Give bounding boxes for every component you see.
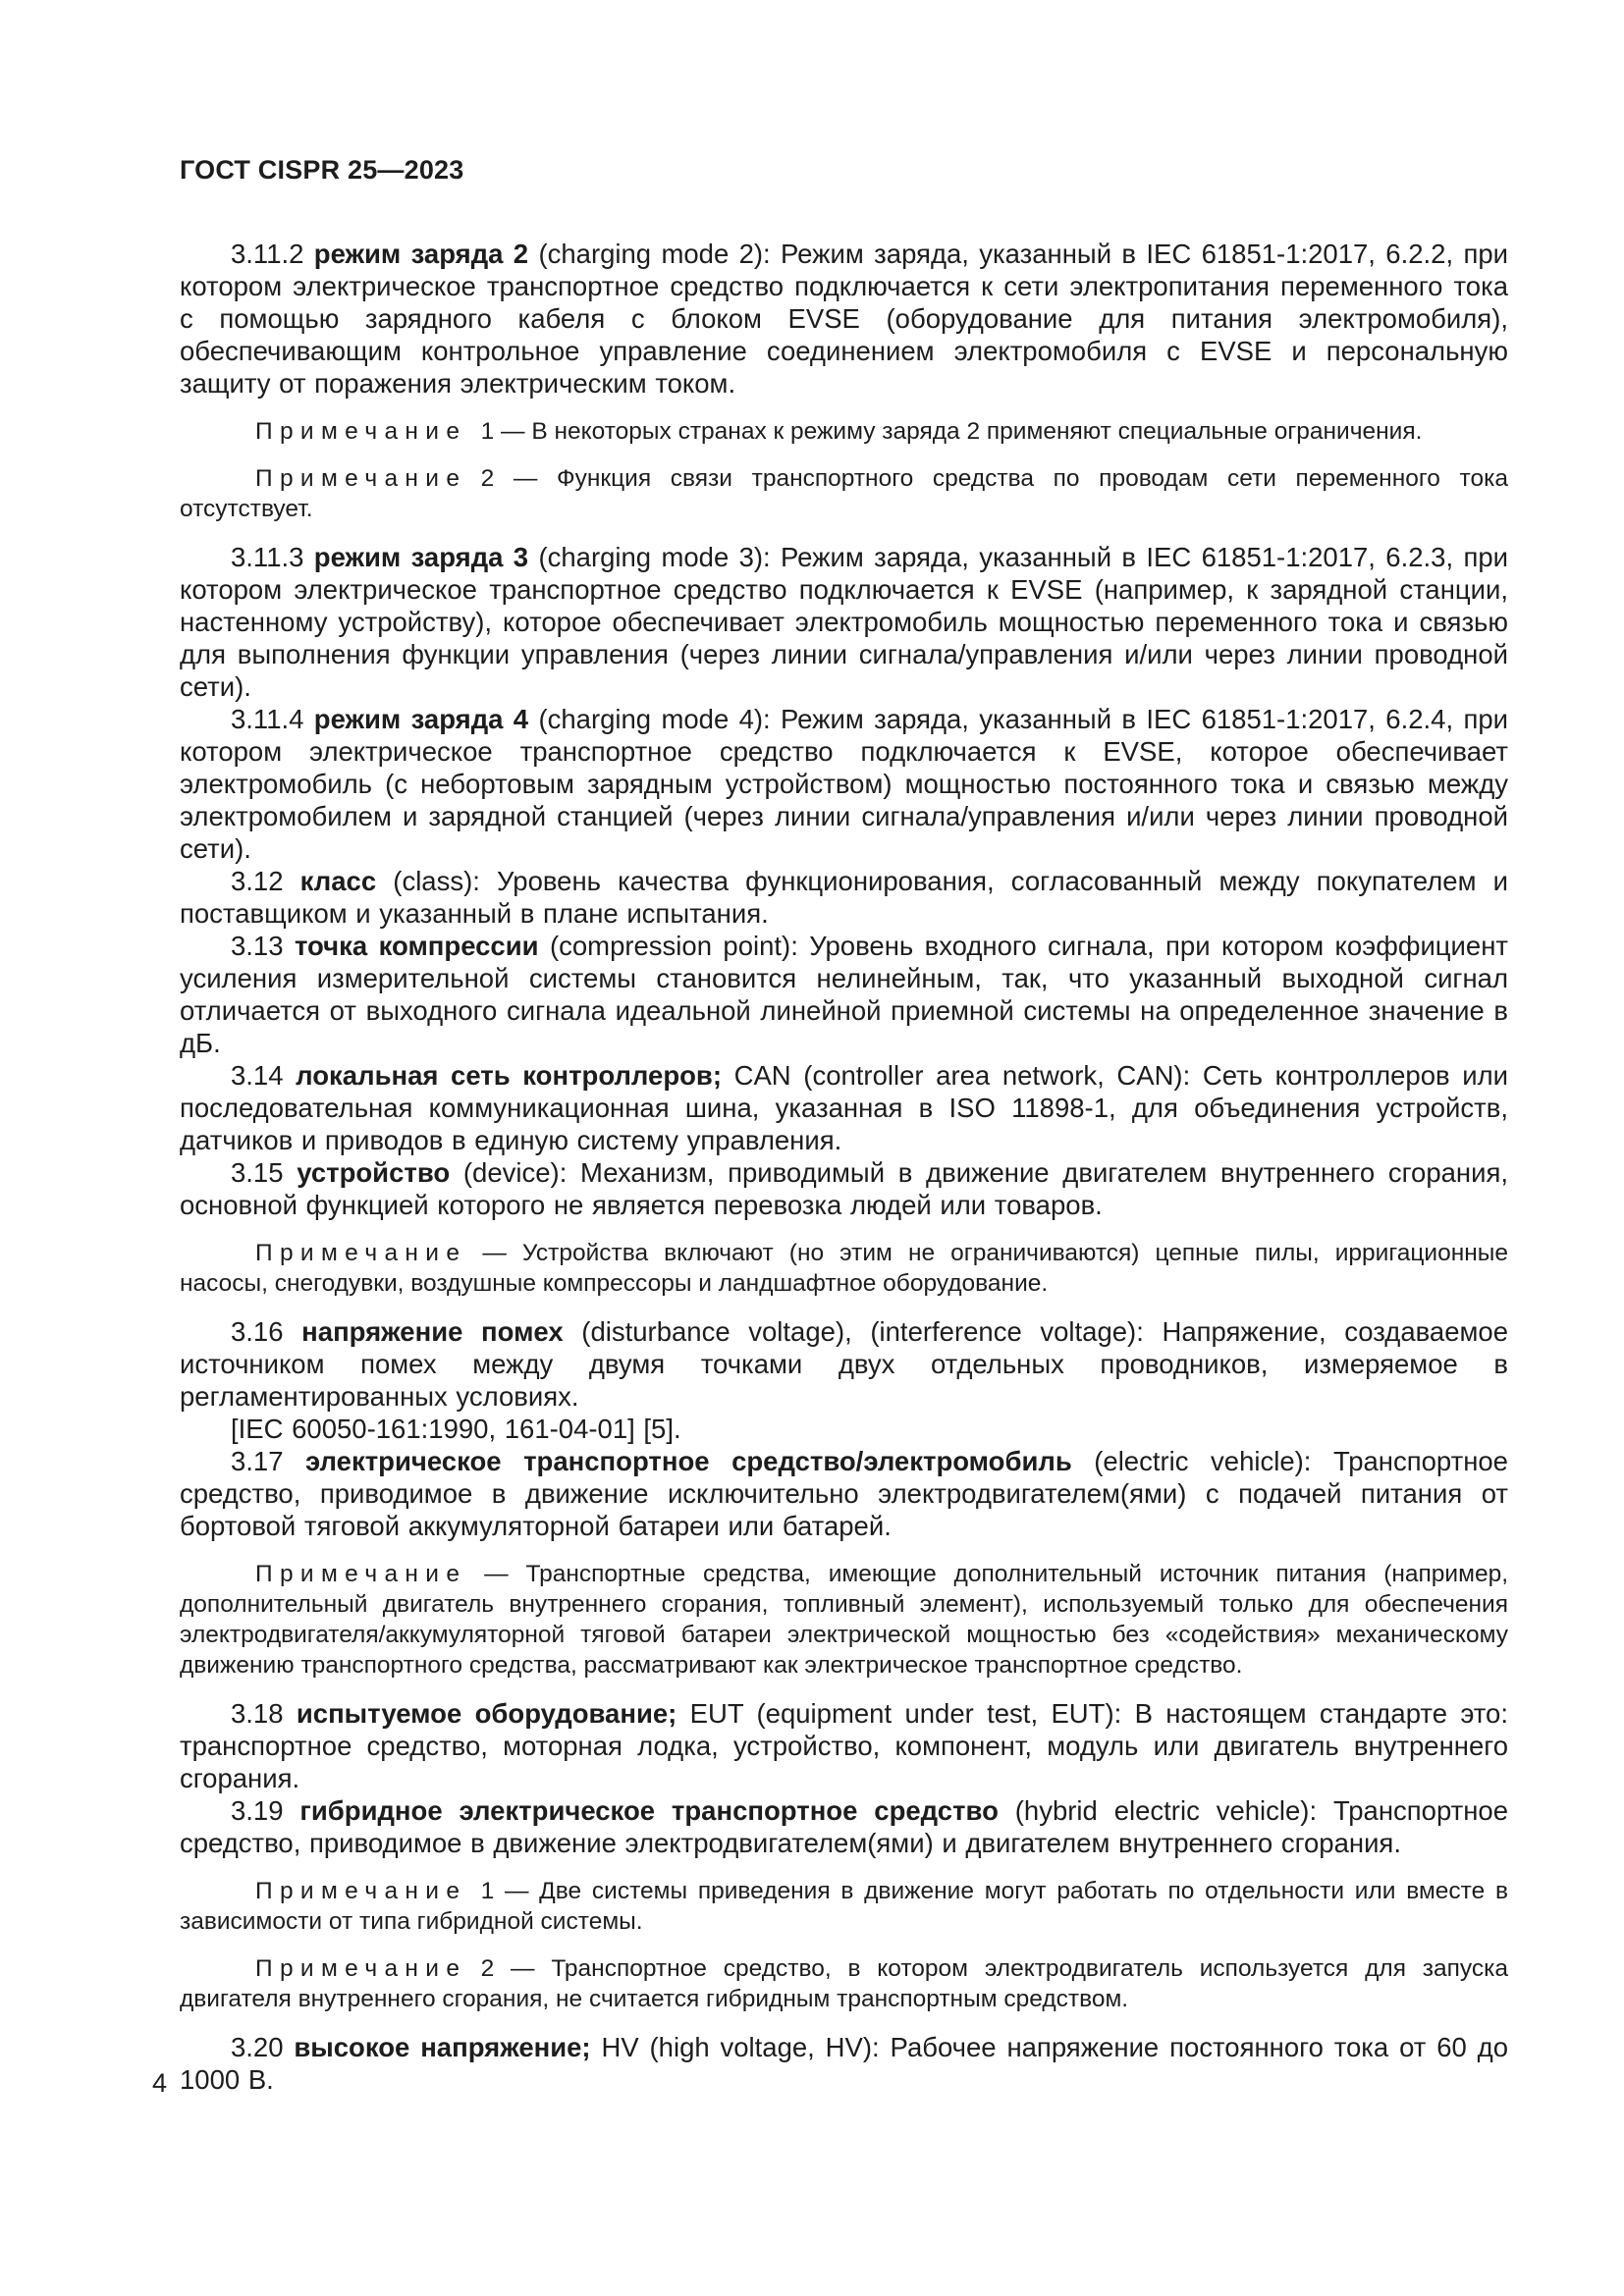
- text-segment: режим заряда 4: [313, 704, 539, 734]
- note-paragraph: [180, 1559, 1508, 1681]
- text-segment: (hybrid electric vehicle): Транспортное средство, приводимое в движение электродвигателем(ями) и двигателем внутреннего сгорания.: [180, 1795, 1509, 1858]
- page-body: [180, 238, 1508, 2096]
- note-text: — Функция связи транспортного средства по проводам сети переменного тока отсутствует.: [180, 465, 1508, 522]
- body-paragraph: [180, 1445, 1508, 1542]
- text-segment: (charging mode 4): Режим заряда, указанный в IEC 61851-1:2017, 6.2.4, при котором электрическое транспортное средство подключается к EVSE, которое обеспечивает электромобиль (с небортовым зарядным устройством) мощностью постоянного тока и связью между электромобилем и зарядной станцией (через линии сигнала/управления и/или через линии проводной сети).: [180, 704, 1509, 864]
- text-segment: (device): Механизм, приводимый в движение двигателем внутреннего сгорания, основной функцией которого не является перевозка людей или товаров.: [180, 1157, 1508, 1220]
- note-text: — Две системы приведения в движение могут работать по отдельности или вместе в зависимости от типа гибридной системы.: [180, 1878, 1508, 1935]
- note-number: 1: [468, 418, 495, 445]
- note-label: Примечание: [255, 1561, 467, 1587]
- document-header-title: ГОСТ CISPR 25—2023: [180, 155, 464, 185]
- text-segment: 3.16: [231, 1316, 302, 1347]
- text-segment: режим заряда 2: [313, 239, 539, 269]
- body-paragraph: [180, 1059, 1508, 1156]
- note-label: Примечание: [255, 465, 467, 492]
- note-label: Примечание: [255, 1878, 467, 1904]
- body-paragraph: [180, 238, 1508, 400]
- text-segment: 3.12: [231, 866, 300, 896]
- text-segment: 3.11.3: [231, 542, 314, 572]
- text-segment: 3.20: [231, 2032, 295, 2062]
- note-paragraph: [180, 1876, 1508, 1937]
- body-paragraph: [180, 541, 1508, 703]
- note-paragraph: [180, 463, 1508, 524]
- text-segment: CAN (controller area network, CAN): Сеть контроллеров или последовательная коммуникационная шина, указанная в ISO 11898-1, для объединения устройств, датчиков и приводов в единую систему управления.: [180, 1060, 1508, 1155]
- page-content: [180, 154, 1508, 2096]
- text-segment: 3.19: [231, 1795, 300, 1826]
- note-paragraph: [180, 1953, 1508, 2014]
- text-segment: гибридное электрическое транспортное средство: [299, 1795, 1015, 1826]
- text-segment: (class): Уровень качества функционирования, согласованный между покупателем и поставщиком и указанный в плане испытания.: [180, 866, 1509, 929]
- note-label: Примечание: [255, 1955, 467, 1982]
- text-segment: локальная сеть контроллеров;: [296, 1060, 734, 1091]
- text-segment: 3.11.2: [231, 239, 314, 269]
- body-paragraph: [180, 1697, 1508, 1794]
- note-label: Примечание: [255, 1240, 467, 1266]
- text-segment: HV (high voltage, HV): Рабочее напряжение постоянного тока от 60 до 1000 В.: [180, 2032, 1508, 2095]
- text-segment: EUT (equipment under test, EUT): В настоящем стандарте это: транспортное средство, моторная лодка, устройство, компонент, модуль или двигатель внутреннего сгорания.: [180, 1698, 1508, 1793]
- note-text: — Транспортные средства, имеющие дополнительный источник питания (например, дополнительный двигатель внутреннего сгорания, топливный элемент), используемый только для обеспечения электродвигателя/аккумуляторной тяговой батареи электрической мощностью без «содействия» механическому движению транспортного средства, рассматривают как электрическое транспортное средство.: [180, 1561, 1508, 1679]
- note-label: Примечание: [255, 418, 467, 445]
- text-segment: [IEC 60050-161:1990, 161-04-01] [5].: [231, 1414, 681, 1444]
- text-segment: (charging mode 3): Режим заряда, указанный в IEC 61851-1:2017, 6.2.3, при котором электрическое транспортное средство подключается к EVSE (например, к зарядной станции, настенному устройству), которое обеспечивает электромобиль мощностью переменного тока и связью для выполнения функции управления (через линии сигнала/управления и/или через линии проводной сети).: [180, 542, 1509, 702]
- body-paragraph: [180, 1794, 1508, 1859]
- text-segment: точка компрессии: [294, 931, 550, 961]
- text-segment: 3.14: [231, 1060, 297, 1091]
- note-text: — Устройства включают (но этим не ограничиваются) цепные пилы, ирригационные насосы, снегодувки, воздушные компрессоры и ландшафтное оборудование.: [180, 1240, 1508, 1297]
- text-segment: электрическое транспортное средство/электромобиль: [305, 1446, 1095, 1476]
- text-segment: 3.18: [231, 1698, 297, 1729]
- text-segment: высокое напряжение;: [294, 2032, 602, 2062]
- text-segment: класс: [299, 866, 394, 896]
- text-segment: режим заряда 3: [313, 542, 539, 572]
- text-segment: 3.15: [231, 1157, 298, 1188]
- body-paragraph: [180, 2031, 1508, 2096]
- page-number: 4: [152, 2068, 168, 2098]
- note-text: — Транспортное средство, в котором электродвигатель используется для запуска двигателя внутреннего сгорания, не считается гибридным транспортным средством.: [180, 1955, 1508, 2012]
- body-paragraph: [180, 865, 1508, 930]
- text-segment: (compression point): Уровень входного сигнала, при котором коэффициент усиления измерительной системы становится нелинейным, так, что указанный выходной сигнал отличается от выходного сигнала идеальной линейной приемной системы на определенное значение в дБ.: [180, 931, 1508, 1058]
- body-paragraph: [180, 1156, 1508, 1221]
- text-segment: 3.13: [231, 931, 295, 961]
- body-paragraph: [180, 930, 1508, 1059]
- text-segment: устройство: [297, 1157, 463, 1188]
- body-paragraph: [180, 1315, 1508, 1413]
- note-text: — В некоторых странах к режиму заряда 2 применяют специальные ограничения.: [494, 418, 1423, 445]
- body-paragraph: [180, 703, 1508, 865]
- text-segment: 3.17: [231, 1446, 306, 1476]
- text-segment: (disturbance voltage), (interference voltage): Напряжение, создаваемое источником помех между двумя точками двух отдельных проводников, измеряемое в регламентированных условиях.: [180, 1316, 1508, 1412]
- text-segment: (electric vehicle): Транспортное средство, приводимое в движение исключительно электродвигателем(ями) с подачей питания от бортовой тяговой аккумуляторной батареи или батарей.: [180, 1446, 1508, 1541]
- body-paragraph: [180, 1413, 1508, 1445]
- text-segment: 3.11.4: [231, 704, 314, 734]
- text-segment: (charging mode 2): Режим заряда, указанный в IEC 61851-1:2017, 6.2.2, при котором электрическое транспортное средство подключается к сети электропитания переменного тока с помощью зарядного кабеля с блоком EVSE (оборудование для питания электромобиля), обеспечивающим контрольное управление соединением электромобиля с EVSE и персональную защиту от поражения электрическим током.: [180, 239, 1509, 399]
- note-number: 2: [468, 465, 495, 492]
- note-paragraph: [180, 416, 1508, 447]
- note-number: 1: [468, 1878, 495, 1904]
- text-segment: испытуемое оборудование;: [296, 1698, 690, 1729]
- note-number: 2: [468, 1955, 495, 1982]
- text-segment: напряжение помех: [301, 1316, 582, 1347]
- note-paragraph: [180, 1238, 1508, 1299]
